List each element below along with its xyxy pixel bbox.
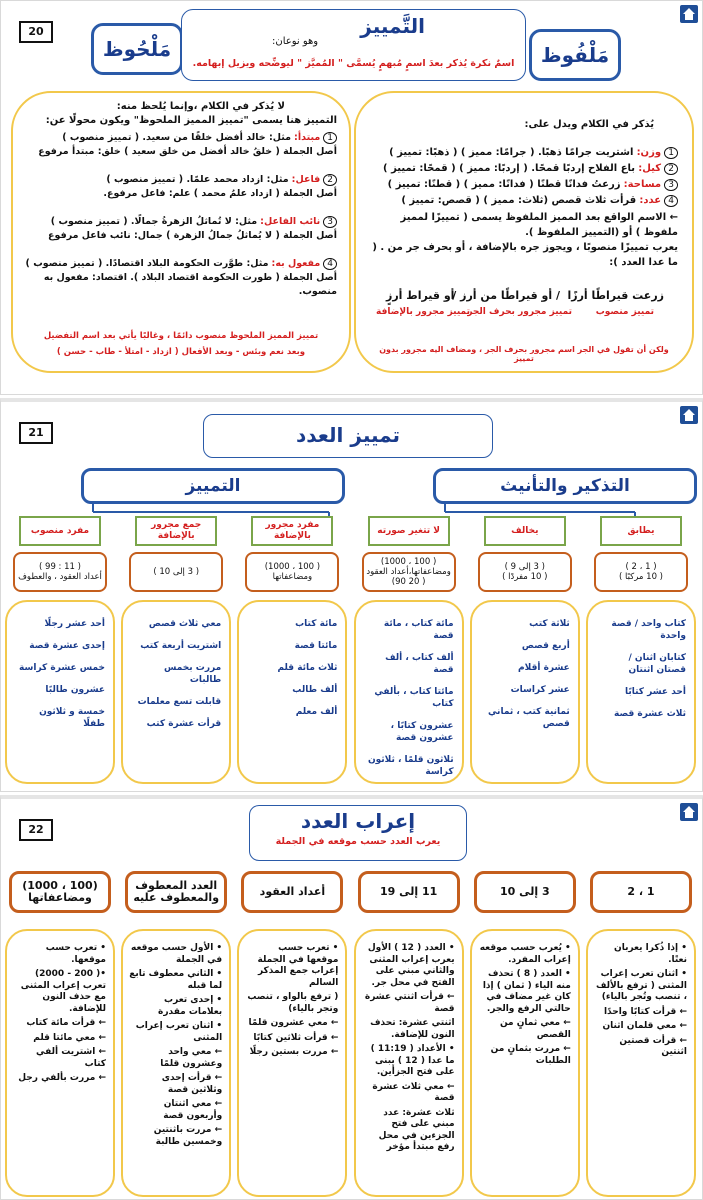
example-item: مائة كتاب — [295, 619, 338, 629]
malfooz-items — [366, 145, 678, 270]
connector-lines — [1, 504, 703, 518]
column-head-label: يطابق — [627, 525, 655, 536]
body-line: ← مررت بألفي رجل — [18, 1073, 106, 1083]
body-line: ← معي مائتا قلم — [33, 1032, 106, 1043]
item-num: 3 — [664, 179, 678, 191]
body-line: •( 200 - 2000) تعرب إعراب المثنى مع حذف النون للإضافة. — [20, 969, 106, 1014]
body-line: ← معي قلمان اثنان — [602, 1021, 687, 1031]
example-item: اشتريت أربعة كتب — [140, 641, 222, 651]
column-head — [9, 871, 111, 913]
example-item: عشرون طالبًا — [45, 685, 105, 695]
item-num: 4 — [664, 195, 678, 207]
column-range-label: ( 3 إلى 9 ) ( 10 مفردًا ) — [502, 562, 548, 582]
body-line: ← اشتريت ألفي كتاب — [36, 1047, 106, 1069]
label-mid: تمييز مجرور بحرف الجر — [467, 307, 572, 317]
item-text: اشتريت جرامًا ذهبًا. ( جرامًا: مميز ) ( ذهبًا: تمييز ) — [389, 147, 634, 158]
column-head-label: أعداد العقود — [259, 885, 326, 898]
example-item: أحد عشر كتابًا — [625, 687, 686, 697]
malfooz-item — [366, 193, 678, 209]
column-head — [241, 871, 343, 913]
definition: اسمٌ نكرة يُذكر بعدَ اسمٍ مُبهمٍ يُسمَّى " المُميَّز " ليوضِّحه ويزيل إبهامه. — [192, 58, 515, 69]
column-head-label: 11 إلى 19 — [379, 885, 438, 898]
item-num: 3 — [323, 216, 337, 228]
item-orig: أصل الجملة ( ازداد علمُ محمد ) علم: فاعل مرفوع. — [103, 188, 337, 199]
example-item: عشرون كتابًا ، عشرون قصة — [390, 721, 454, 743]
column-range-label: ( 100 ، 1000) ومضاعفاتها،أعداد العقود ( 20 90) — [366, 557, 451, 587]
column-range — [362, 552, 456, 592]
column-head-label: (100 ، 1000) ومضاعفاتها — [22, 879, 98, 904]
example-item: إحدى عشرة قصة — [29, 641, 105, 651]
body-line: • إذا ذُكرا يعربان نعتًا. — [614, 943, 687, 965]
column-body — [470, 929, 580, 1197]
column-body — [586, 929, 696, 1197]
body-line: ← مررت بثمانٍ من الطلبات — [490, 1044, 571, 1066]
example-item: ثلاثون قلمًا ، ثلاثون كراسة — [367, 755, 454, 777]
header-gender-label: التذكير والتأنيث — [500, 476, 630, 496]
left-intro2: التمييز هنا يسمى "تمييز المميز الملحوظ" ويكون محولًا عن: — [45, 115, 337, 126]
item-num: 4 — [323, 258, 337, 270]
page-title: إعراب العدد — [300, 809, 416, 833]
subtitle: وهو نوعان: — [272, 36, 319, 47]
item-label: مساحة: — [623, 179, 662, 190]
malhooz-content-box — [11, 91, 351, 373]
column-head — [474, 871, 576, 913]
body-line: • الثاني معطوف تابع لما قبله — [129, 969, 223, 991]
body-line: • يُعرب حسب موقعه إعراب المفرد. — [479, 943, 571, 965]
example-item: ثمانية كتب ، ثماني قصص — [487, 707, 570, 729]
malhooz-box — [91, 23, 183, 75]
title-box — [249, 805, 467, 861]
column-head-label: يخالف — [511, 525, 539, 536]
column-examples — [5, 600, 115, 784]
body-line: ← قرأت قصتين اثنتين — [619, 1035, 687, 1057]
body-line: • العدد ( 8 ) تحذف منه الياء ( ثمان ) إذا كان غير مضاف في حالتي الرفع والجر. — [482, 969, 571, 1014]
home-icon[interactable] — [680, 803, 698, 821]
header-gender — [433, 468, 697, 504]
column-body — [5, 929, 115, 1197]
right-intro: يُذكر في الكلام ويدل على: — [524, 119, 654, 130]
body-line: ← قرأت ثلاثين كتابًا — [253, 1032, 339, 1043]
column-range — [594, 552, 688, 592]
example-item: مائتا قصة — [294, 641, 338, 651]
example-left: أو قيراط أرزٍ — [386, 289, 455, 302]
body-line: • الأول حسب موقعه في الجملة — [131, 943, 223, 965]
left-footer-2: وبعد نعم وبئس - وبعد الأفعال ( ازداد - امتلأ - طاب - حسن ) — [56, 347, 306, 357]
column-head — [135, 516, 217, 546]
example-item: قابلت تسع معلمات — [137, 697, 222, 707]
example-mid: / أو قيراطًا من أرز / — [452, 289, 560, 302]
item-num: 2 — [664, 163, 678, 175]
body-line: • تعرب حسب موقعها في الجملة إعراب جمع المذكر السالم — [257, 943, 339, 988]
item-label: كيل: — [638, 163, 662, 174]
example-item: أحد عشر رجلًا — [44, 619, 105, 629]
page-number: 20 — [19, 21, 53, 43]
slide-20 — [0, 0, 703, 395]
body-line: ← مررت بستين رجلًا — [249, 1047, 339, 1057]
column-range-label: ( 11 : 99 ) أعداد العقود ، والعطوف — [18, 562, 102, 582]
malfooz-box — [529, 29, 621, 81]
item-label: وزن: — [636, 147, 662, 158]
body-line: ← قرأت إحدى وثلاثين قصة — [161, 1073, 223, 1095]
column-head-label: العدد المعطوف والمعطوف عليه — [133, 879, 220, 904]
example-item: خمس عشرة كراسة — [19, 663, 105, 673]
item-label: مبتدأ: — [294, 132, 321, 143]
item-text: قرأت ثلاث قصص (ثلاث: مميز ) ( قصص: تمييز ) — [401, 195, 637, 206]
body-line: ← معي ثلاث عشرة قصة — [372, 1081, 455, 1103]
column-head — [600, 516, 682, 546]
body-line: ← معي واحد وعشرون قلمًا — [160, 1047, 223, 1069]
left-intro: لا يُذكر في الكلام ،وإنما يُلحظ منه: — [116, 101, 285, 112]
example-item: معي ثلاث قصص — [148, 619, 222, 629]
example-right: زرعت قيراطًا أرزًا — [567, 289, 664, 302]
slide-21 — [0, 398, 703, 792]
page-number: 21 — [19, 422, 53, 444]
example-item: مائة كتاب ، مائة قصة — [383, 619, 454, 641]
body-line: ← مررت باثنتين وخمسين طالبة — [153, 1125, 223, 1147]
body-line: ← معي ثمانٍ من القصص — [499, 1018, 571, 1040]
malhooz-item — [21, 257, 337, 271]
item-text: مثل: خالد أفضل خلقًا من سعيد. ( تمييز منصوب ) — [62, 132, 292, 143]
column-head — [484, 516, 566, 546]
column-head — [125, 871, 227, 913]
malhooz-item — [21, 173, 337, 187]
column-head-label: مفرد مجرور بالإضافة — [265, 520, 320, 541]
header-tamyeez — [81, 468, 345, 504]
item-num: 1 — [664, 147, 678, 159]
item-text: مثل: طوَّرت الحكومة البلاد اقتصادًا. ( تمييز منصوب ) — [25, 258, 269, 269]
body-line: ← معي اثنتان وأربعون قصة — [163, 1099, 223, 1121]
malfooz-label: مَلْفُوظ — [540, 43, 610, 67]
page-number: 22 — [19, 819, 53, 841]
example-item: ثلاث عشرة قصة — [614, 709, 686, 719]
column-examples — [237, 600, 347, 784]
malfooz-item — [366, 145, 678, 161]
body-line: • تعرب حسب موقعها. — [45, 943, 106, 965]
column-range-label: ( 1 ، 2 ) ( 10 مركبًا ) — [618, 562, 664, 582]
column-head — [251, 516, 333, 546]
body-line: ← معي عشرون قلمًا — [248, 1018, 339, 1028]
left-footer-1: تمييز المميز الملحوظ منصوب دائمًا ، وغالبًا يأتي بعد اسم التفضيل — [43, 331, 319, 341]
column-range-label: ( 3 إلى 10 ) — [153, 567, 200, 577]
body-line: ( ترفع بالواو ، تنصب وتجر بالياء) — [247, 992, 339, 1014]
body-line: اثنتي عشرة: تحذف النون للإضافة. — [370, 1018, 455, 1040]
body-line: ← قرأت مائة كتاب — [26, 1018, 106, 1028]
body-line: ثلاث عشرة: عدد مبني على فتح الجزءين في محل رفع مبتدأ مؤخر — [378, 1107, 455, 1152]
example-item: ثلاثة كتب — [529, 619, 570, 629]
body-line: • الأعداد ( 11:19 ) ما عدا ( 12 ) يبنى على فتح الجزأين. — [370, 1044, 455, 1077]
column-body — [237, 929, 347, 1197]
example-item: قرأت عشرة كتب — [146, 719, 222, 729]
slide-22 — [0, 795, 703, 1200]
column-head — [590, 871, 692, 913]
label-right: تمييز منصوب — [595, 307, 654, 317]
example-item: ألف معلم — [295, 707, 338, 717]
label-left: تمييز مجرور بالإضافة — [376, 307, 470, 317]
example-item: ألف كتاب ، ألف قصة — [385, 653, 454, 675]
column-head-label: لا تتغير صورته — [377, 525, 440, 536]
body-line: • إحدى تعرب بعلامات مقدرة — [158, 995, 223, 1017]
malhooz-items — [21, 131, 337, 299]
column-head — [368, 516, 450, 546]
item-label: فاعل: — [291, 174, 321, 185]
column-range — [478, 552, 572, 592]
item-text: زرعتُ فدانًا قطنًا ( فدانًا: مميز ) ( قطنًا: تمييز ) — [387, 179, 621, 190]
subtitle: يعرب العدد حسب موقعه في الجملة — [275, 836, 441, 847]
item-num: 1 — [323, 132, 337, 144]
column-examples — [470, 600, 580, 784]
item-text: مثل: ازداد محمد علمًا. ( تمييز منصوب ) — [106, 174, 289, 185]
header-tamyeez-label: التمييز — [185, 476, 241, 496]
malhooz-item — [21, 215, 337, 229]
item-label: نائب الفاعل: — [260, 216, 321, 227]
example-item: خمسة و ثلاثون طفلًا — [39, 707, 105, 729]
column-examples — [586, 600, 696, 784]
home-icon[interactable] — [680, 5, 698, 23]
item-text: باع الفلاح إردبًا قمحًا. ( إردبًا: مميز ) ( قمحًا: تمييز ) — [383, 163, 636, 174]
column-head-label: جمع مجرور بالإضافة — [151, 520, 202, 541]
malfooz-item — [366, 161, 678, 177]
column-examples — [354, 600, 464, 784]
column-head — [358, 871, 460, 913]
example-item: كتابان اثنان / قصتان اثنتان — [628, 653, 686, 675]
example-item: مررت بخمس طالبات — [164, 663, 222, 685]
item-label: مفعول به: — [271, 258, 321, 269]
column-range — [245, 552, 339, 592]
example-item: كتاب واحد / قصة واحدة — [611, 619, 686, 641]
page-title: التَّمييز — [360, 14, 425, 38]
note-2: يعرب تمييزًا منصوبًا ، ويجوز جره بالإضافة ، أو بحرف جر من . ( ما عدا العدد ): — [372, 242, 678, 268]
example-item: مائتا كتاب ، بألفي كتاب — [374, 687, 454, 709]
body-line: ← قرأت كتابًا واحدًا — [603, 1006, 687, 1017]
body-line: • العدد ( 12 ) الأول يعرب إعراب المثنى والثاني مبني على الفتح في محل جر. — [367, 943, 455, 988]
body-line: • اثنان تعرب إعراب المثنى — [135, 1021, 223, 1043]
column-range — [129, 552, 223, 592]
malfooz-content-box — [354, 91, 694, 373]
example-item: عشرة أقلام — [518, 663, 570, 673]
page-title: تمييز العدد — [295, 423, 401, 447]
malhooz-label: مَلْحُوظ — [102, 37, 172, 61]
title-box — [203, 414, 493, 458]
column-head — [19, 516, 101, 546]
item-text: مثل: لا تُماثلُ الزهرةُ جمالًا. ( تمييز منصوب ) — [50, 216, 258, 227]
title-box — [181, 9, 526, 81]
column-range-label: ( 100 ، 1000) ومضاعفاتها — [264, 562, 321, 582]
example-item: ألف طالب — [292, 685, 338, 695]
column-body — [354, 929, 464, 1197]
item-orig: أصل الجملة ( خلقُ خالد أفضل من خلق سعيد ) خلق: مبتدأ مرفوع — [38, 146, 337, 157]
example-item: عشر كراسات — [510, 685, 570, 695]
column-head-label: 1 ، 2 — [627, 885, 655, 898]
item-orig: أصل الجملة ( طورت الحكومة اقتصاد البلاد ). اقتصاد: مفعول به منصوب. — [43, 272, 337, 297]
home-icon[interactable] — [680, 406, 698, 424]
item-num: 2 — [323, 174, 337, 186]
body-line: • اثنان تعرب إعراب المثنى ( ترفع بالألف ، تنصب وتُجر بالياء) — [595, 969, 687, 1002]
item-orig: أصل الجملة ( لا يُماثلُ جمالُ الزهرة ) جمال: نائب فاعل مرفوع — [48, 230, 337, 241]
column-head-label: مفرد منصوب — [30, 525, 90, 536]
column-range — [13, 552, 107, 592]
item-label: عدد: — [639, 195, 662, 206]
example-item: أربع قصص — [521, 641, 570, 651]
note-1: ← الاسم الواقع بعد المميز الملفوظ يسمى ( تمييزًا لمميز ملفوظ ) أو (التمييز الملفوظ ). — [400, 212, 678, 238]
example-item: ثلاث مائة قلم — [277, 663, 338, 673]
malhooz-item — [21, 131, 337, 145]
body-line: ← قرأت اثنتي عشرة قصة — [364, 992, 455, 1014]
column-examples — [121, 600, 231, 784]
column-body — [121, 929, 231, 1197]
column-head-label: 3 إلى 10 — [499, 885, 550, 898]
right-footer: ولكن أن تقول في الجر اسم مجرور بحرف الجر ، ومضاف اليه مجرور بدون تمييز — [379, 345, 669, 363]
malfooz-item — [366, 177, 678, 193]
